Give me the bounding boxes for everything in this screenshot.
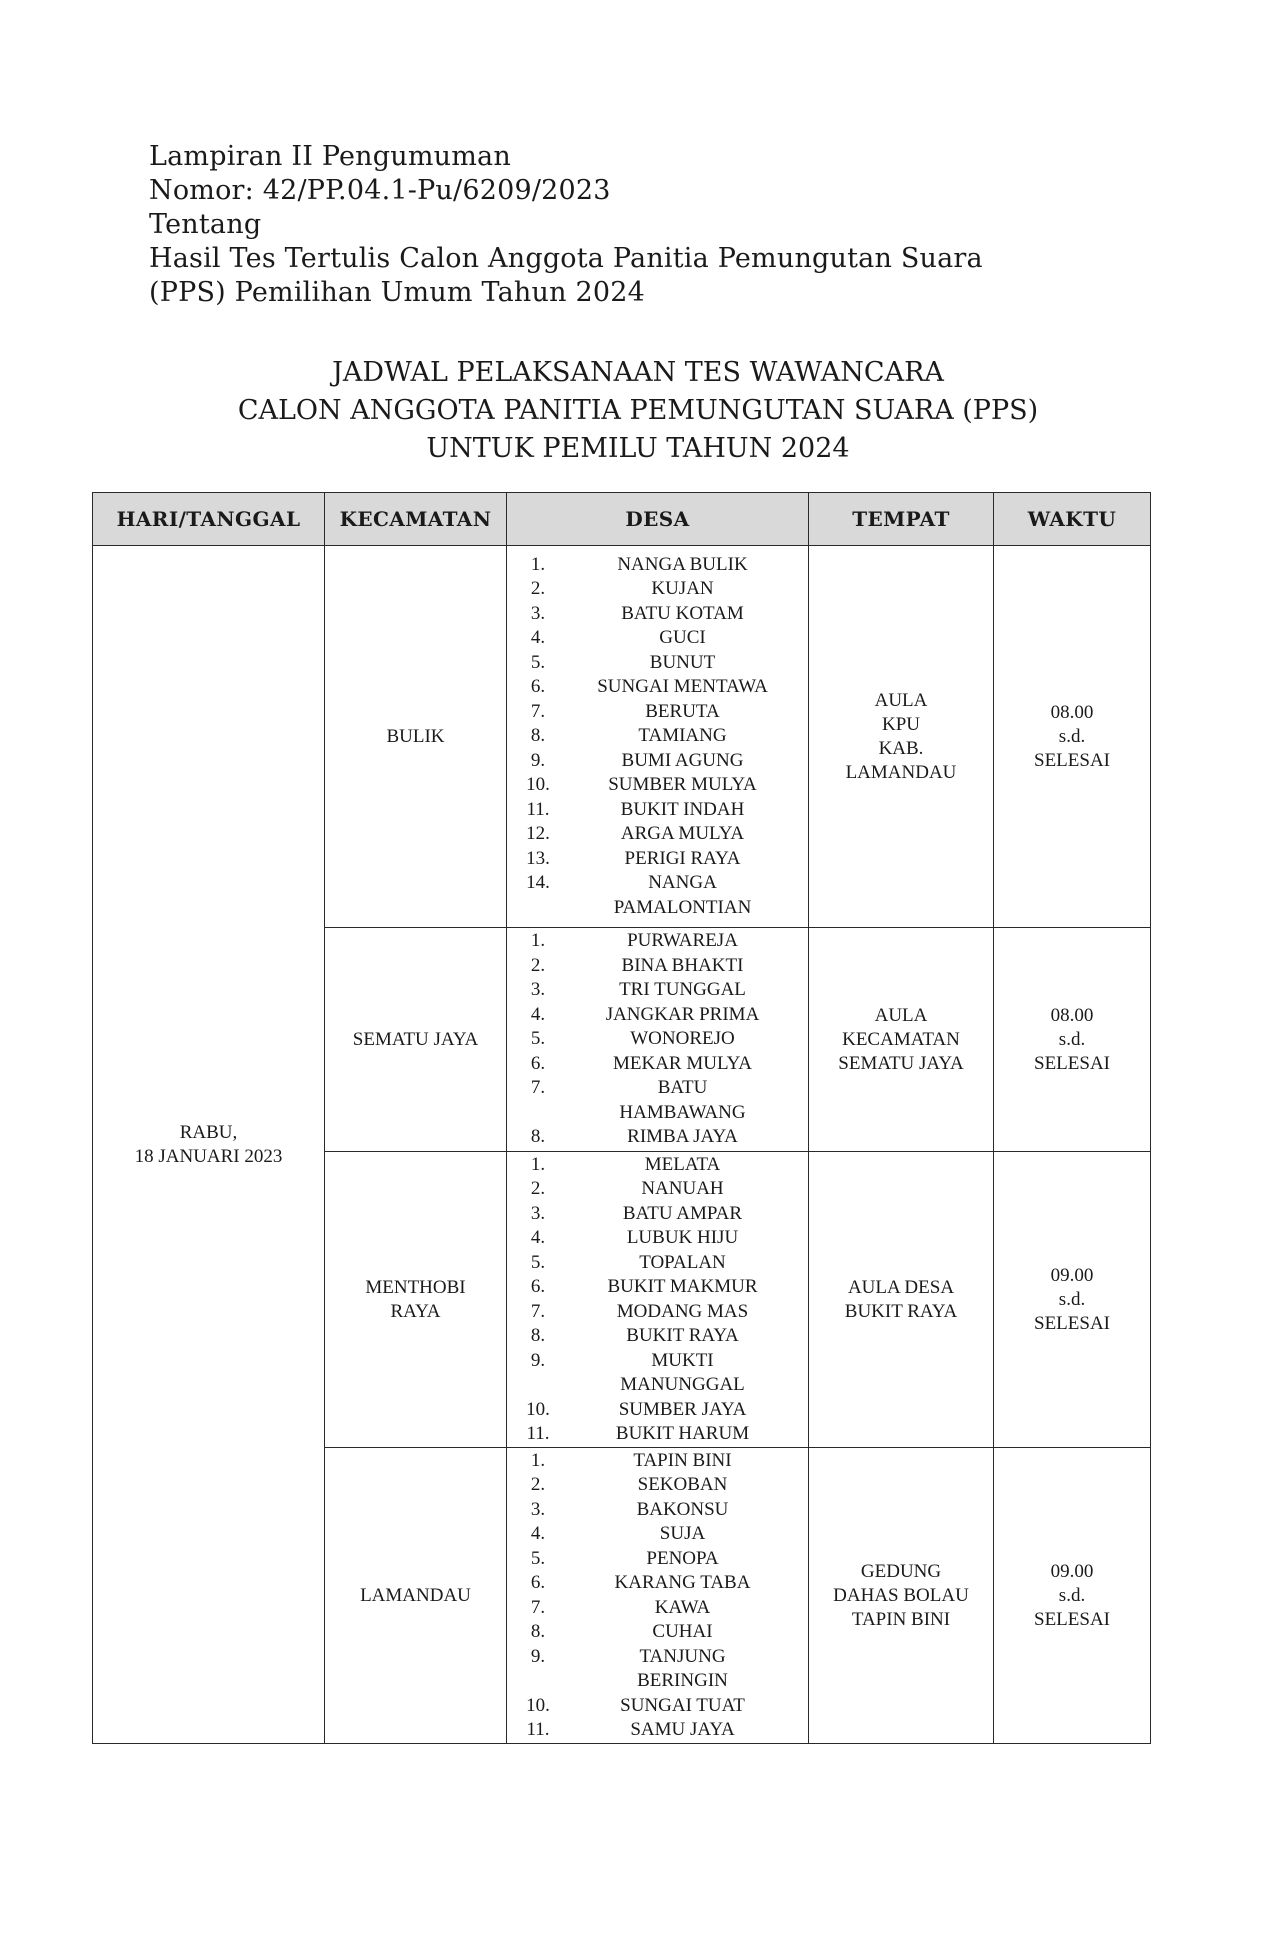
title-line-1: JADWAL PELAKSANAAN TES WAWANCARA: [332, 357, 944, 388]
list-item: 2. SEKOBAN: [530, 1474, 728, 1495]
list-item: 12. ARGA MULYA: [526, 823, 745, 845]
waktu-cell: 09.00 s.d. SELESAI: [994, 1152, 1151, 1448]
desa-cell: [507, 928, 809, 1152]
subject-line-1: Hasil Tes Tertulis Calon Anggota Panitia Pemungutan Suara: [149, 243, 983, 274]
list-item: 3. BATU AMPAR: [530, 1202, 743, 1224]
list-item: 1. MELATA: [530, 1153, 721, 1175]
list-item: 11. BUKIT INDAH: [526, 798, 745, 820]
list-item: 10. SUMBER JAYA: [526, 1398, 747, 1420]
header-desa: DESA: [507, 493, 809, 546]
list-item: 1. TAPIN BINI: [530, 1449, 732, 1471]
header-kecamatan: KECAMATAN: [325, 493, 507, 546]
list-item: 11. SAMU JAYA: [526, 1719, 735, 1740]
tempat-cell: AULA KECAMATAN SEMATU JAYA: [809, 928, 994, 1152]
list-item: 8. TAMIANG: [530, 725, 727, 747]
day-name: RABU,: [179, 1121, 238, 1143]
desa-cell: [507, 1448, 809, 1744]
list-item: 6. SUNGAI MENTAWA: [530, 676, 768, 698]
kecamatan-cell: SEMATU JAYA: [325, 928, 507, 1152]
list-item: 5. PENOPA: [530, 1547, 719, 1569]
list-item: 7. MODANG MAS: [530, 1300, 749, 1322]
list-item: 4. LUBUK HIJU: [530, 1227, 739, 1248]
list-item: 1. NANGA BULIK: [530, 553, 748, 575]
list-item: 1. PURWAREJA: [530, 930, 738, 952]
desa-cell: [507, 1152, 809, 1448]
schedule-title: [0, 354, 1276, 468]
list-item: 8. RIMBA JAYA: [530, 1126, 738, 1148]
list-item: 4. JANGKAR PRIMA: [530, 1003, 760, 1025]
waktu-cell: 09.00 s.d. SELESAI: [994, 1448, 1151, 1744]
day-date-cell: [93, 546, 325, 1744]
document-number: Nomor: 42/PP.04.1-Pu/6209/2023: [149, 175, 611, 206]
header-tempat: TEMPAT: [809, 493, 994, 546]
kecamatan-cell: MENTHOBI RAYA: [325, 1152, 507, 1448]
interview-schedule-table: [92, 492, 1151, 1744]
date-text: 18 JANUARI 2023: [134, 1145, 283, 1167]
header-hari-tanggal: HARI/TANGGAL: [93, 493, 325, 546]
kecamatan-cell: BULIK: [325, 546, 507, 928]
list-item: 6. BUKIT MAKMUR: [530, 1276, 758, 1297]
waktu-cell: 08.00 s.d. SELESAI: [994, 928, 1151, 1152]
list-item: 4. SUJA: [530, 1523, 706, 1544]
list-item: 13. PERIGI RAYA: [526, 847, 741, 869]
tempat-cell: AULA KPU KAB. LAMANDAU: [809, 546, 994, 928]
list-item: 5. BUNUT: [530, 651, 716, 673]
list-item: 7. BERUTA: [530, 700, 720, 722]
list-item: 9. TANJUNG BERINGIN: [530, 1645, 728, 1691]
list-item: 14. NANGA PAMALONTIAN: [526, 872, 752, 918]
title-line-2: CALON ANGGOTA PANITIA PEMUNGUTAN SUARA (PPS): [237, 395, 1039, 426]
list-item: 11. BUKIT HARUM: [526, 1423, 750, 1444]
tempat-cell: GEDUNG DAHAS BOLAU TAPIN BINI: [809, 1448, 994, 1744]
list-item: 2. KUJAN: [530, 578, 714, 600]
list-item: 3. TRI TUNGGAL: [530, 979, 746, 1001]
kecamatan-cell: LAMANDAU: [325, 1448, 507, 1744]
header-waktu: WAKTU: [994, 493, 1151, 546]
list-item: 2. BINA BHAKTI: [530, 954, 744, 976]
waktu-cell: 08.00 s.d. SELESAI: [994, 546, 1151, 928]
list-item: 5. WONOREJO: [530, 1028, 735, 1050]
list-item: 5. TOPALAN: [530, 1251, 726, 1273]
attachment-label: Lampiran II Pengumuman: [149, 141, 511, 172]
list-item: 7. BATU HAMBAWANG: [530, 1077, 746, 1123]
title-line-3: UNTUK PEMILU TAHUN 2024: [426, 433, 850, 464]
list-item: 4. GUCI: [530, 627, 706, 649]
tempat-cell: AULA DESA BUKIT RAYA: [809, 1152, 994, 1448]
attachment-header: [149, 140, 983, 310]
list-item: 8. CUHAI: [530, 1621, 713, 1642]
list-item: 8. BUKIT RAYA: [530, 1325, 739, 1346]
list-item: 9. BUMI AGUNG: [530, 749, 744, 771]
list-item: 10. SUMBER MULYA: [526, 774, 757, 796]
list-item: 2. NANUAH: [530, 1178, 724, 1199]
list-item: 6. MEKAR MULYA: [530, 1052, 753, 1074]
desa-cell: [507, 546, 809, 928]
subject-line-2: (PPS) Pemilihan Umum Tahun 2024: [149, 277, 645, 308]
list-item: 7. KAWA: [530, 1596, 711, 1618]
table-header-row: [93, 493, 1151, 546]
list-item: 3. BAKONSU: [530, 1498, 729, 1520]
table-row: [93, 546, 1151, 928]
list-item: 9. MUKTI MANUNGGAL: [530, 1349, 745, 1395]
list-item: 3. BATU KOTAM: [530, 602, 744, 624]
list-item: 10. SUNGAI TUAT: [526, 1694, 745, 1716]
subject-label: Tentang: [149, 209, 262, 240]
list-item: 6. KARANG TABA: [530, 1572, 751, 1593]
